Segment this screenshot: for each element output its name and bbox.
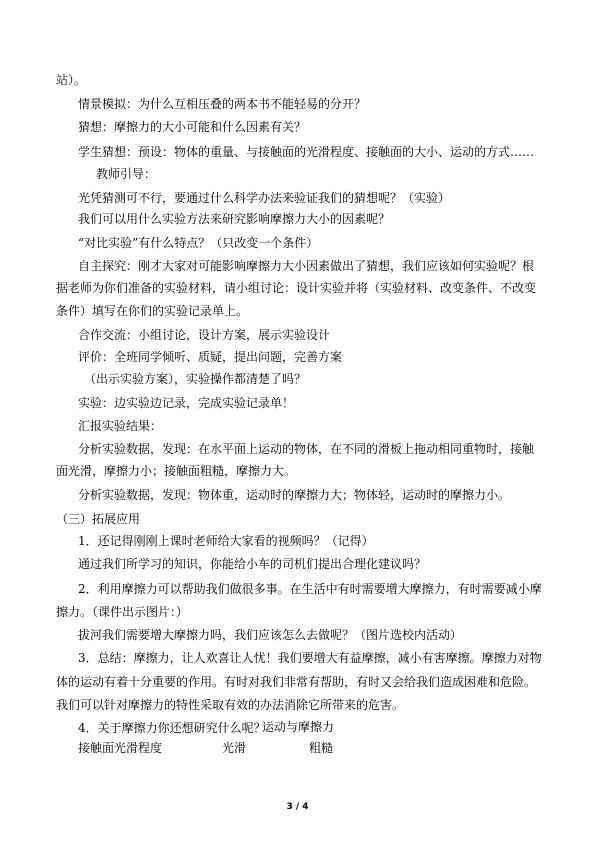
text-line: 我们可以针对摩擦力的特性采取有效的办法消除它所带来的危害。	[56, 697, 405, 712]
text-line: 情景模拟：为什么互相压叠的两本书不能轻易的分开？	[78, 97, 367, 112]
text-line: 通过我们所学习的知识，你能给小车的司机们提出合理化建议吗？	[78, 557, 427, 572]
text-line: 分析实验数据，发现：在水平面上运动的物体，在不同的滑板上拖动相同重物时，接触	[78, 442, 535, 457]
text-line: 分析实验数据，发现：物体重，运动时的摩擦力大；物体轻，运动时的摩擦力小。	[78, 487, 511, 502]
text-line: 擦力。（课件出示图片：）	[56, 604, 189, 619]
text-line: （三）拓展应用	[56, 511, 141, 526]
text-line: “对比实验”有什么特点？（只改变一个条件）	[78, 235, 319, 250]
text-line: 4．关于摩擦力你还想研究什么呢？	[78, 721, 266, 736]
text-line: 教师引导：	[96, 166, 157, 181]
text-line: 1．还记得刚刚上课时老师给大家看的视频吗？（记得）	[78, 534, 374, 549]
table-row-label: 接触面光滑程度	[78, 741, 163, 755]
text-line: 我们可以用什么实验方法来研究影响摩擦力大小的因素呢？	[78, 212, 391, 227]
text-line: 面光滑，摩擦力小；接触面粗糙，摩擦力大。	[56, 464, 297, 479]
table-col-smooth: 光滑	[222, 741, 247, 755]
text-line: 汇报实验结果：	[78, 418, 163, 433]
text-line: 评价：全班同学倾听、质疑，提出问题，完善方案	[78, 350, 343, 365]
page-number: 3 / 4	[286, 802, 309, 812]
text-line: 光凭猜测可不行，要通过什么科学办法来验证我们的猜想呢？（实验）	[78, 191, 451, 205]
text-line: 2．利用摩擦力可以帮助我们做很多事。在生活中有时需要增大摩擦力，有时需要减小摩	[78, 581, 542, 596]
text-line: 站）。	[56, 72, 87, 87]
table-title: 运动与摩擦力	[262, 720, 335, 734]
text-line: 据老师为你们准备的实验材料，请小组讨论：设计实验并将（实验材料、改变条件、不改变	[56, 281, 537, 296]
text-line: 拔河我们需要增大摩擦力吗，我们应该怎么去做呢？（图片选校内活动）	[78, 628, 463, 643]
text-line: 体的运动有着十分重要的作用。有时对我们非常有帮助，有时又会给我们造成困难和危险。	[56, 674, 537, 689]
text-line: 自主探究：刚才大家对可能影响摩擦力大小因素做出了猜想，我们应该如何实验呢？根	[78, 258, 535, 273]
text-line: 学生猜想：预设：物体的重量、与接触面的光滑程度、接触面的大小、运动的方式……	[78, 144, 535, 159]
text-line: （出示实验方案），实验操作都清楚了吗？	[84, 372, 307, 387]
text-line: 3．总结：摩擦力，让人欢喜让人忧！我们要增大有益摩擦，减小有害摩擦。摩擦力对物	[78, 651, 542, 666]
text-line: 猜想：摩擦力的大小可能和什么因素有关？	[78, 120, 307, 135]
text-line: 实验：边实验边记录，完成实验记录单！	[78, 395, 295, 410]
table-col-rough: 粗糙	[309, 741, 334, 755]
text-line: 合作交流：小组讨论，设计方案，展示实验设计	[78, 327, 331, 342]
text-line: 条件）填写在你们的实验记录单上。	[56, 303, 249, 318]
